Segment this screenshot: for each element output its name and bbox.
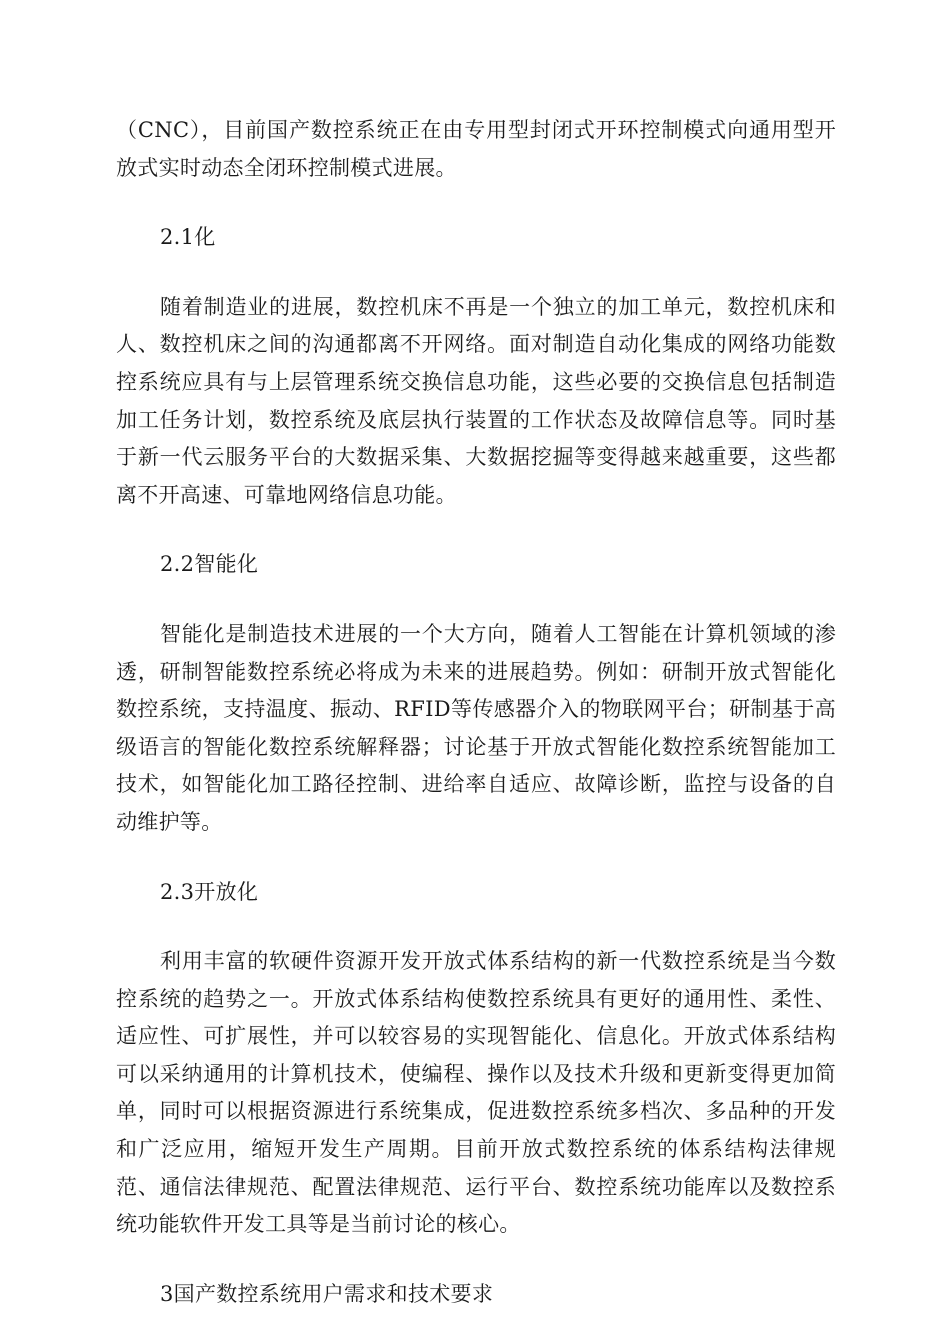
section-body-openness: 利用丰富的软硬件资源开发开放式体系结构的新一代数控系统是当今数控系统的趋势之一。开放式体系结构使数控系统具有更好的通用性、柔性、适应性、可扩展性，并可以较容易的实现智能化、信息化。开放式体系结构可以采纳通用的计算机技术，使编程、操作以及技术升级和更新变得更加简单，同时可以根据资源进行系统集成，促进数控系统多档次、多品种的开发和广泛应用，缩短开发生产周期。目前开放式数控系统的体系结构法律规范、通信法律规范、配置法律规范、运行平台、数控系统功能库以及数控系统功能软件开发工具等是当前讨论的核心。 — [116, 949, 836, 1237]
intro-paragraph: （CNC），目前国产数控系统正在由专用型封闭式开环控制模式向通用型开放式实时动态全闭环控制模式进展。 — [116, 118, 836, 180]
section-body-networking: 随着制造业的进展，数控机床不再是一个独立的加工单元，数控机床和人、数控机床之间的沟通都离不开网络。面对制造自动化集成的网络功能数控系统应具有与上层管理系统交换信息功能，这些必要的交换信息包括制造加工任务计划，数控系统及底层执行装置的工作状态及故障信息等。同时基于新一代云服务平台的大数据采集、大数据挖掘等变得越来越重要，这些都离不开高速、可靠地网络信息功能。 — [116, 294, 836, 507]
section-heading-openness: 2.3开放化 — [160, 879, 259, 904]
section-body-intelligence: 智能化是制造技术进展的一个大方向，随着人工智能在计算机领域的渗透，研制智能数控系统必将成为未来的进展趋势。例如：研制开放式智能化数控系统，支持温度、振动、RFID等传感器介入的物联网平台；研制基于高级语言的智能化数控系统解释器；讨论基于开放式智能化数控系统智能加工技术，如智能化加工路径控制、进给率自适应、故障诊断，监控与设备的自动维护等。 — [116, 621, 836, 834]
section-heading-intelligence: 2.2智能化 — [160, 552, 259, 577]
document-body — [116, 112, 836, 1313]
section-heading-networking: 2.1化 — [160, 225, 216, 250]
final-section-heading: 3国产数控系统用户需求和技术要求 — [160, 1281, 494, 1306]
